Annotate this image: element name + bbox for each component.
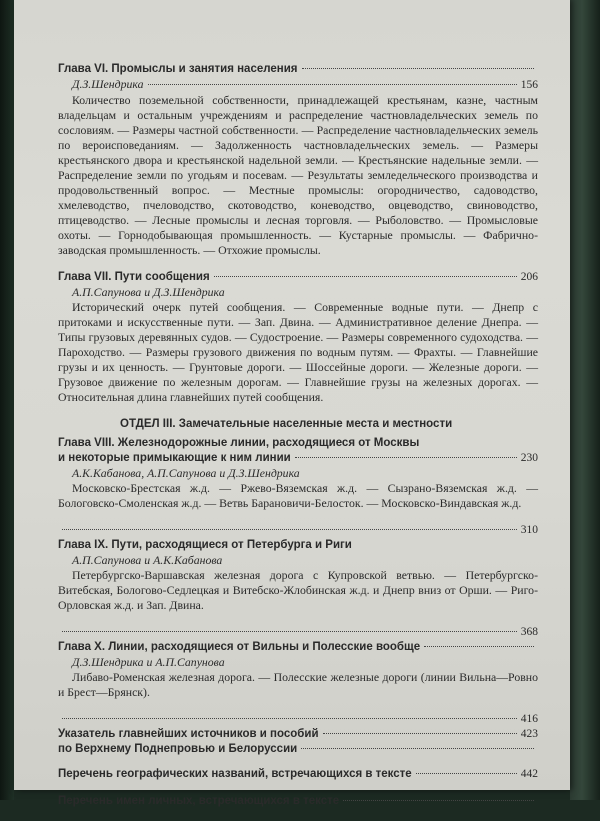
leader-dots: [424, 645, 534, 647]
chapter-title: Глава X. Линии, расходящиеся от Вильны и Полесские вообще: [58, 641, 421, 653]
chapter-description: Московско-Брестская ж.д. — Ржево-Вяземская ж.д. — Сызрано-Вяземская ж.д. — Бологовско-Смоленская ж.д. — Ветвь Барановичи-Белосток. — Московско-Виндавская ж.д.: [58, 481, 538, 510]
chapter-authors: А.П.Сапунова и Д.З.Шендрика: [72, 285, 225, 299]
section-header: ОТДЕЛ III. Замечательные населенные места и местности: [120, 418, 453, 430]
toc-entry-chapter-6: [58, 62, 538, 258]
leader-dots: [301, 747, 534, 749]
toc-entry-chapter-9: [58, 523, 538, 613]
page-number: 442: [520, 768, 538, 780]
chapter-description: Количество поземельной собственности, принадлежащей крестьянам, казне, частным владельцам и остальным учреждениям и распределение частновладельческих земель по сословиям. — Размеры частной собственности. — Распределение частновладельческих земель по вероисповеданиям. — Задолженность частновладельческих земель. — Размеры крестьянского двора и крестьянской надельной земли. — Крестьянские надельные земли. — Распределение земли по угодьям и посевам. — Результаты земледельческого производства и продовольственный вопрос. — Местные промыслы: огородничество, садоводство, хмелеводство, пчеловодство, скотоводство, коневодство, овцеводство, свиноводство, птицеводство. — Лесные промыслы и лесная торговля. — Рыболовство. — Промысловые охоты. — Горнодобывающая промышленность. — Кустарные промыслы. — Фабрично-заводская промышленность. — Отхожие промыслы.: [58, 93, 538, 257]
leader-dots: [323, 732, 517, 734]
leader-dots: [343, 799, 534, 801]
leader-dots: [416, 772, 517, 774]
leader-dots: [62, 717, 517, 719]
page-number: 206: [520, 271, 538, 283]
page-number: 368: [520, 626, 538, 638]
chapter-authors: Д.З.Шендрика и А.П.Сапунова: [72, 655, 225, 669]
chapter-authors: Д.З.Шендрика: [72, 77, 144, 91]
book-page: [14, 0, 570, 807]
appendix-sources-title-line2: по Верхнему Поднепровью и Белоруссии: [58, 743, 298, 755]
leader-dots: [62, 528, 517, 530]
toc-appendix: [58, 712, 538, 809]
table-of-contents: [58, 62, 538, 821]
chapter-description: Петербургско-Варшавская железная дорога с Купровской ветвью. — Петербургско-Витебская, Бологово-Седлецкая и Витебско-Жлобинская ж.д. и Днепр вниз от Орши. — Риго-Орловская ж.д. и Зап. Двина.: [58, 568, 538, 612]
chapter-authors: А.К.Кабанова, А.П.Сапунова и Д.З.Шендрика: [72, 466, 300, 480]
toc-entry-chapter-10: [58, 625, 538, 700]
chapter-description: Исторический очерк путей сообщения. — Современные водные пути. — Днепр с притоками и искусственные пути. — Зап. Двина. — Административное деление Днепра. — Типы грузовых деревянных судов. — Судостроение. — Размеры современного судоходства. — Пароходство. — Размеры грузового движения по водным путям. — Фрахты. — Главнейшие грузы и их ценность. — Грунтовые дороги. — Шоссейные дороги. — Железные дороги. — Грузовое движение по железным дорогам. — Главнейшие грузы на железных дорогах. — Относительная длина главнейших путей сообщения.: [58, 300, 538, 404]
chapter-authors: А.П.Сапунова и А.К.Кабанова: [72, 553, 223, 567]
chapter-title: Глава VI. Промыслы и занятия населения: [58, 63, 298, 75]
leader-dots: [302, 67, 534, 69]
appendix-geo-names: Перечень географических названий, встречающихся в тексте: [58, 768, 412, 780]
chapter-description: Либаво-Роменская железная дорога. — Полесские железные дороги (линии Вильна—Ровно и Брест—Брянск).: [58, 670, 538, 699]
page-number: 423: [520, 728, 538, 740]
chapter-title: Глава IX. Пути, расходящиеся от Петербурга и Риги: [58, 539, 352, 551]
appendix-sources-title-line1: Указатель главнейших источников и пособий: [58, 728, 319, 740]
page-number: 310: [520, 524, 538, 536]
appendix-person-names: Перечень имен личных, встречающихся в тексте: [58, 795, 340, 807]
chapter-title-line2: и некоторые примыкающие к ним линии: [58, 452, 291, 464]
chapter-title: Глава VII. Пути сообщения: [58, 271, 210, 283]
leader-dots: [295, 456, 517, 458]
page-number: 156: [520, 79, 538, 91]
page-number: 230: [520, 452, 538, 464]
toc-entry-chapter-8: [58, 436, 538, 511]
chapter-title-line1: Глава VIII. Железнодорожные линии, расходящиеся от Москвы: [58, 437, 420, 449]
leader-dots: [62, 630, 517, 632]
book-cover-right: [570, 0, 600, 800]
book-cover-edge: [0, 0, 14, 800]
leader-dots: [214, 275, 517, 277]
page-number: 416: [520, 713, 538, 725]
leader-dots: [148, 83, 517, 85]
toc-entry-chapter-7: [58, 270, 538, 405]
